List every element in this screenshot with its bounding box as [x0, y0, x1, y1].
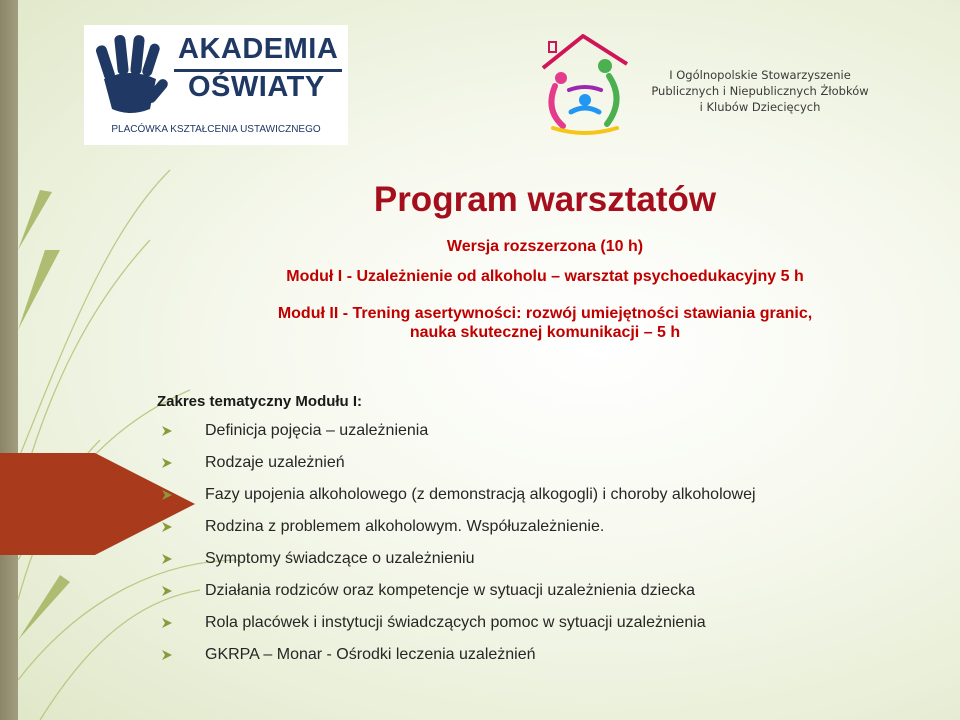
list-item: Rodzina z problemem alkoholowym. Współuzależnienie. [160, 518, 920, 535]
page-title: Program warsztatów [373, 180, 717, 219]
bullet-arrow-icon [160, 648, 174, 662]
stowarzyszenie-name [630, 67, 890, 115]
bullet-arrow-icon [160, 488, 174, 502]
list-item: Rola placówek i instytucji świadczących pomoc w sytuacji uzależnienia [160, 614, 920, 631]
list-item: Symptomy świadczące o uzależnieniu [160, 550, 920, 567]
stowarzyszenie-line1: I Ogólnopolskie Stowarzyszenie [669, 68, 851, 82]
list-item: Działania rodziców oraz kompetencje w sytuacji uzależnienia dziecka [160, 582, 920, 599]
hand-icon [90, 31, 174, 115]
module-2-line1: Moduł II - Trening asertywności: rozwój umiejętności stawiania granic, [277, 305, 813, 322]
stowarzyszenie-logo [535, 30, 869, 140]
stowarzyszenie-line2: Publicznych i Niepublicznych Żłobków [651, 84, 869, 98]
bullet-arrow-icon [160, 552, 174, 566]
module-2-heading [160, 304, 930, 342]
bullet-arrow-icon [160, 520, 174, 534]
list-item: GKRPA – Monar - Ośrodki leczenia uzależnień [160, 646, 920, 663]
house-children-emblem-icon [535, 30, 635, 135]
list-item: Definicja pojęcia – uzależnienia [160, 422, 920, 439]
module-1-heading: Moduł I - Uzależnienie od alkoholu – warsztat psychoedukacyjny 5 h [286, 268, 804, 285]
akademia-name-line1: AKADEMIA [178, 33, 339, 65]
akademia-name-line2: OŚWIATY [188, 71, 325, 103]
section-title: Zakres tematyczny Modułu I: [157, 393, 363, 410]
bullet-arrow-icon [160, 584, 174, 598]
module-2-line2: nauka skutecznej komunikacji – 5 h [409, 324, 681, 341]
list-item: Rodzaje uzależnień [160, 454, 920, 471]
akademia-oswiaty-logo [84, 25, 348, 145]
list-item: Fazy upojenia alkoholowego (z demonstracją alkogogli) i choroby alkoholowej [160, 486, 905, 503]
version-subtitle: Wersja rozszerzona (10 h) [446, 238, 644, 255]
bullet-arrow-icon [160, 456, 174, 470]
topics-list [160, 422, 920, 663]
stowarzyszenie-line3: i Klubów Dziecięcych [699, 100, 821, 114]
bullet-arrow-icon [160, 616, 174, 630]
akademia-tagline: PLACÓWKA KSZTAŁCENIA USTAWICZNEGO [111, 124, 321, 135]
bullet-arrow-icon [160, 424, 174, 438]
